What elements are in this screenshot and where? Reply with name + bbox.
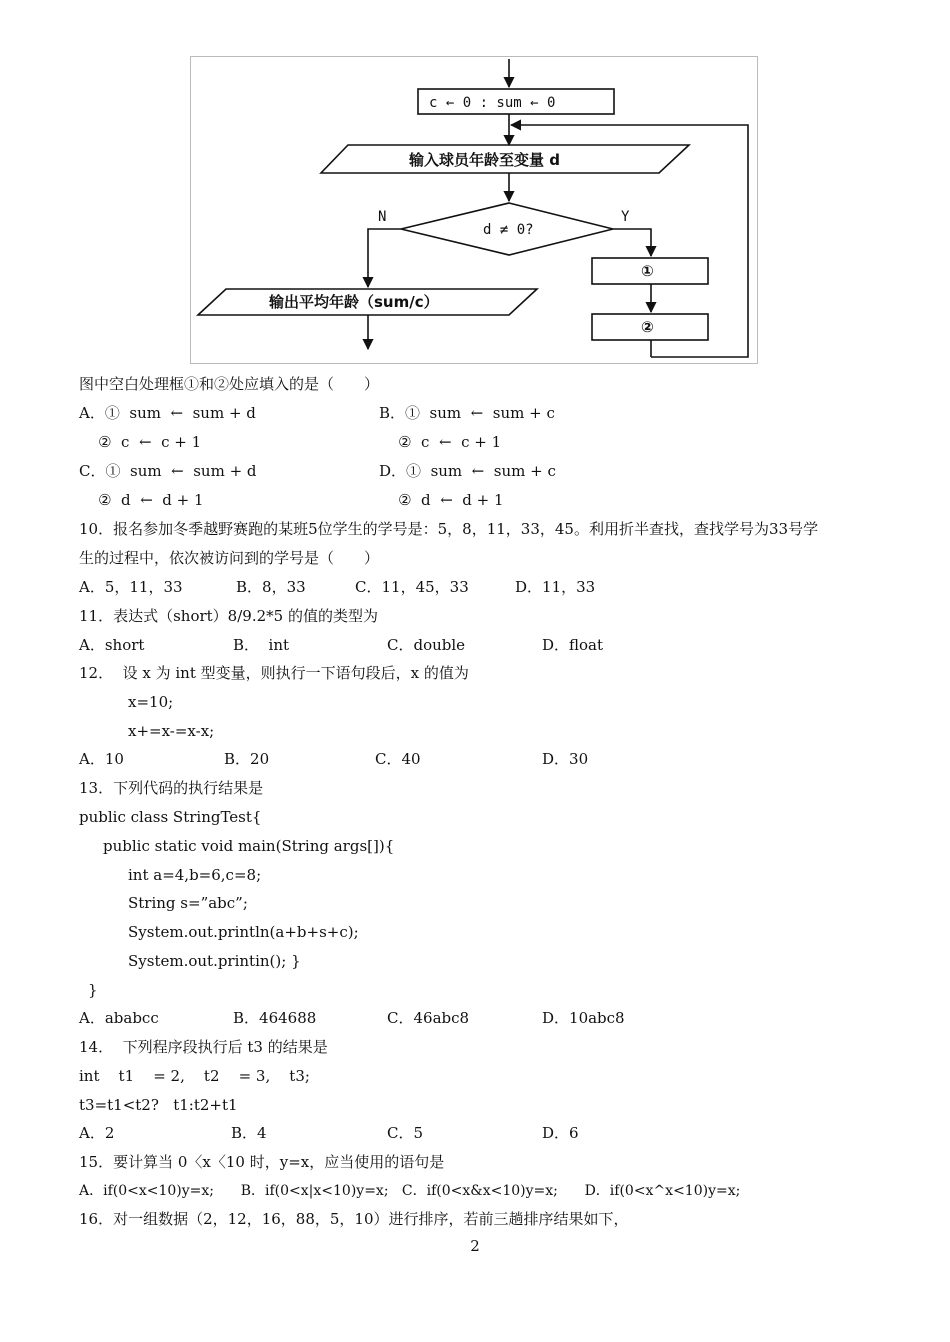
yes-label: Y: [621, 209, 630, 225]
q11-option-a: A．short: [79, 636, 145, 654]
input-label: 输入球员年龄至变量 d: [409, 151, 560, 169]
q12-option-b: B．20: [224, 750, 270, 768]
q12-option-a: A．10: [79, 750, 124, 768]
q13-stem: 13．下列代码的执行结果是: [79, 779, 264, 797]
q10-stem-line2: 生的过程中，依次被访问到的学号是（ ）: [79, 549, 380, 567]
q9-stem: 图中空白处理框①和②处应填入的是（ ）: [79, 375, 380, 393]
q13-code-line2: public static void main(String args[]){: [103, 837, 395, 855]
box1-label: ①: [641, 262, 654, 280]
condition-label: d ≠ 0?: [483, 222, 534, 238]
q9-option-c-line1: C．① sum ← sum + d: [79, 462, 257, 480]
flowchart-figure: [190, 56, 758, 364]
q16-stem: 16．对一组数据（2，12，16，88，5，10）进行排序，若前三趟排序结果如下，: [79, 1210, 629, 1228]
q10-stem-line1: 10．报名参加冬季越野赛跑的某班5位学生的学号是：5，8，11，33，45。利用折半查找，查找学号为33号学: [79, 520, 819, 538]
q9-option-d-line1: D．① sum ← sum + c: [379, 462, 556, 480]
q9-option-b-line2: ② c ← c + 1: [379, 433, 502, 451]
q12-option-d: D．30: [542, 750, 589, 768]
q12-stem: 12． 设 x 为 int 型变量，则执行一下语句段后，x 的值为: [79, 664, 469, 682]
q13-option-c: C．46abc8: [387, 1009, 470, 1027]
q12-option-c: C．40: [375, 750, 421, 768]
page-number: 2: [470, 1237, 480, 1255]
output-label: 输出平均年龄（sum/c）: [269, 293, 439, 311]
box2-label: ②: [641, 318, 654, 336]
q13-code-line3: int a=4,b=6,c=8;: [128, 866, 262, 884]
q15-stem: 15．要计算当 0〈x〈10 时，y=x，应当使用的语句是: [79, 1153, 445, 1171]
q13-option-b: B．464688: [233, 1009, 317, 1027]
q9-option-a-line1: A．① sum ← sum + d: [79, 404, 256, 422]
q13-code-line5: System.out.println(a+b+s+c);: [128, 923, 359, 941]
q11-option-b: B． int: [233, 636, 290, 654]
q14-option-c: C．5: [387, 1124, 424, 1142]
q15-options: A．if(0<x<10)y=x; B．if(0<x|x<10)y=x; C．if(0<x&x<10)y=x; D．if(0<x^x<10)y=x;: [79, 1183, 741, 1199]
q13-option-a: A．ababcc: [79, 1009, 159, 1027]
q11-option-d: D．float: [542, 636, 604, 654]
q13-code-line6: System.out.printin(); }: [128, 952, 301, 970]
no-label: N: [378, 209, 387, 225]
q9-option-b-line1: B．① sum ← sum + c: [379, 404, 555, 422]
q13-code-line1: public class StringTest{: [79, 808, 262, 826]
q10-option-d: D．11，33: [515, 578, 596, 596]
q10-option-b: B．8，33: [236, 578, 306, 596]
q13-code-line7: }: [88, 981, 98, 999]
q12-code-line2: x+=x-=x-x;: [128, 722, 215, 740]
q14-code-line2: t3=t1<t2? t1:t2+t1: [79, 1096, 238, 1114]
q10-option-a: A．5，11，33: [79, 578, 183, 596]
q9-option-a-line2: ② c ← c + 1: [79, 433, 202, 451]
q11-stem: 11．表达式（short）8/9.2*5 的值的类型为: [79, 607, 378, 625]
init-label: c ← 0 : sum ← 0: [429, 95, 556, 111]
q14-option-d: D．6: [542, 1124, 579, 1142]
flowchart-diagram: [191, 57, 759, 365]
q11-option-c: C．double: [387, 636, 466, 654]
q10-option-c: C．11，45，33: [355, 578, 469, 596]
q12-code-line1: x=10;: [128, 693, 174, 711]
q14-option-a: A．2: [79, 1124, 115, 1142]
q9-option-c-line2: ② d ← d + 1: [79, 491, 204, 509]
q9-option-d-line2: ② d ← d + 1: [379, 491, 504, 509]
q13-option-d: D．10abc8: [542, 1009, 625, 1027]
q14-option-b: B．4: [231, 1124, 267, 1142]
q14-stem: 14． 下列程序段执行后 t3 的结果是: [79, 1038, 328, 1056]
q14-code-line1: int t1 = 2, t2 = 3, t3;: [79, 1067, 310, 1085]
q13-code-line4: String s=”abc”;: [128, 894, 248, 912]
